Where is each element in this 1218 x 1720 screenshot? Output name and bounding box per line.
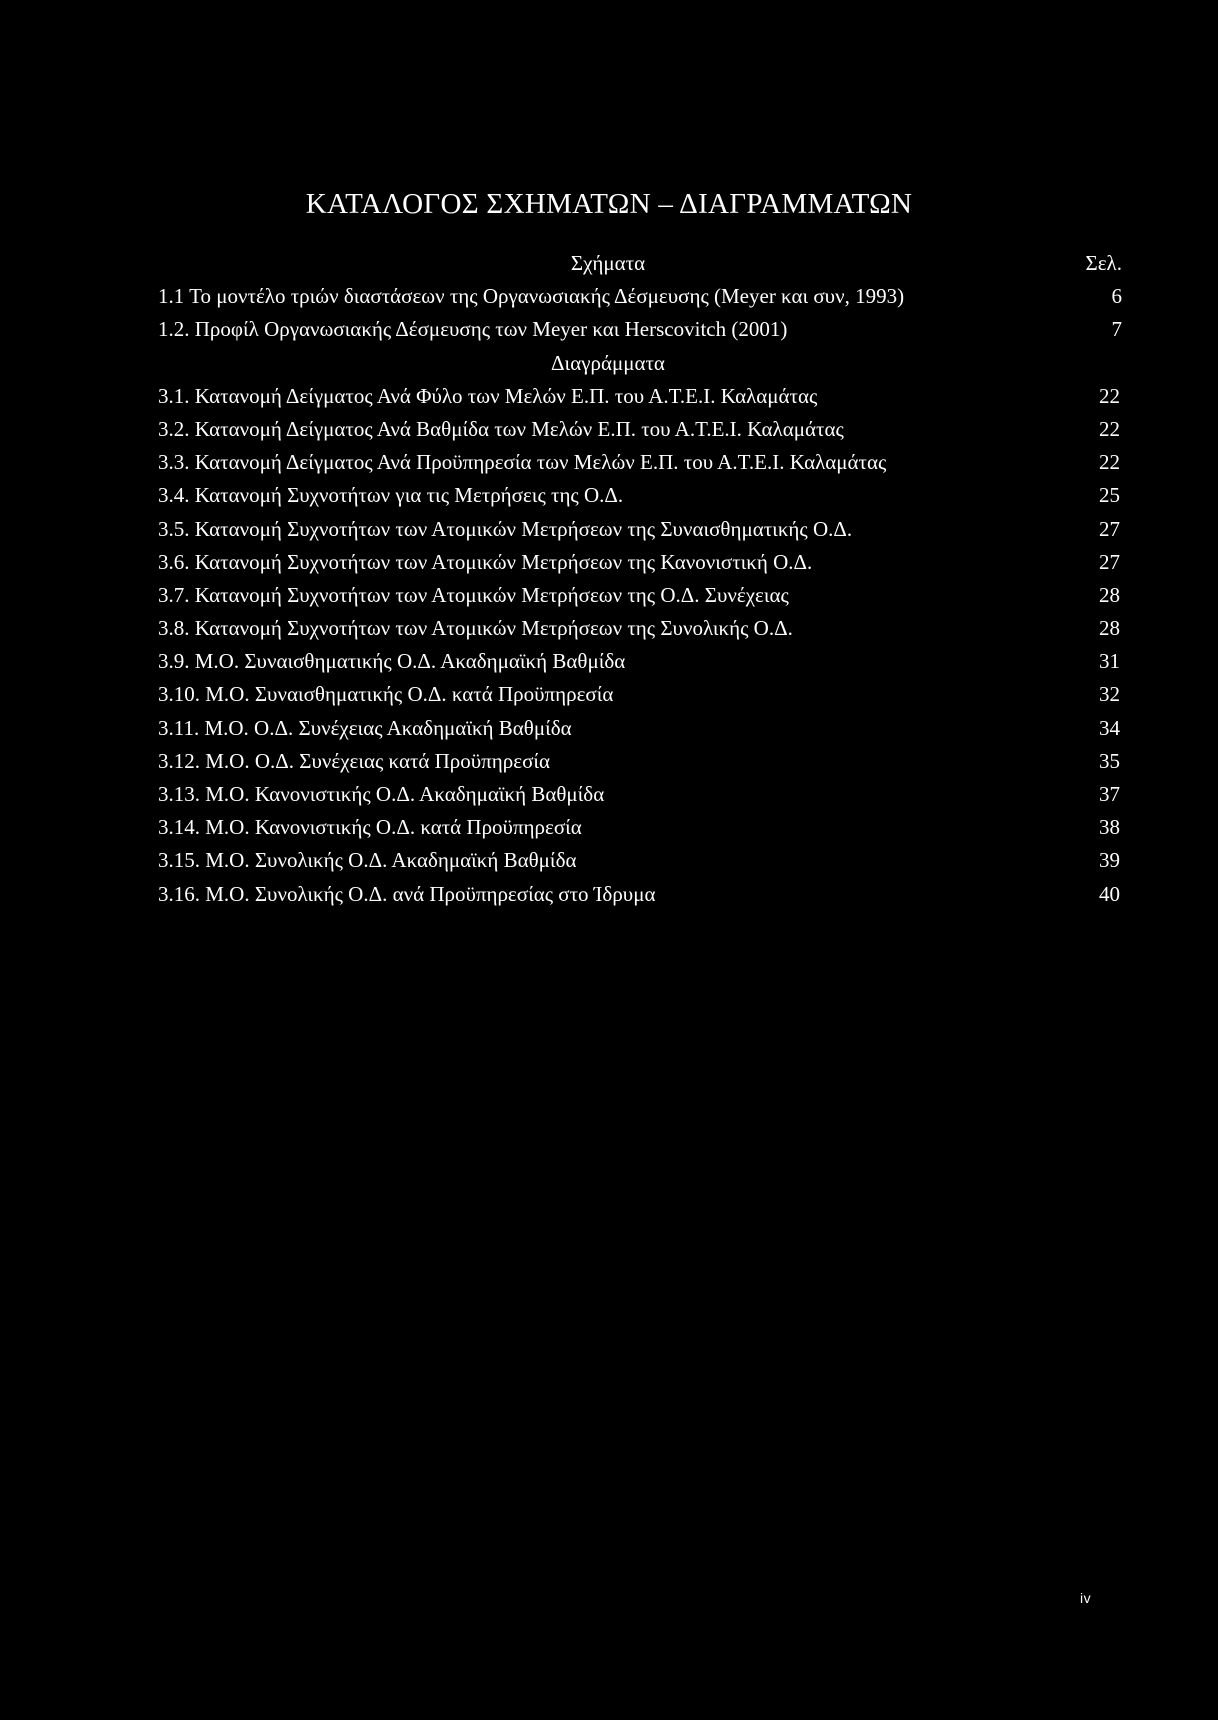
toc-entry-label: 3.11. Μ.Ο. Ο.Δ. Συνέχειας Ακαδημαϊκή Βαθμίδα [158,715,572,740]
toc-entry-page: 28 [1099,582,1120,607]
toc-entry-label: 3.12. Μ.Ο. Ο.Δ. Συνέχειας κατά Προϋπηρεσία [158,748,551,773]
toc-entry-label: 3.5. Κατανομή Συχνοτήτων των Ατομικών Μετρήσεων της Συναισθηματικής Ο.Δ. [158,516,853,541]
toc-entry-label: 3.4. Κατανομή Συχνοτήτων για τις Μετρήσεις της Ο.Δ. [158,483,624,508]
toc-entry-page: 22 [1099,383,1120,408]
page-title: ΚΑΤΑΛΟΓΟΣ ΣΧΗΜΑΤΩΝ – ΔΙΑΓΡΑΜΜΑΤΩΝ [305,188,913,220]
page-column-heading: Σελ. [1085,251,1122,275]
toc-entry-page: 22 [1099,416,1120,441]
toc-entry[interactable] [158,778,1122,811]
toc-entry[interactable] [158,712,1122,745]
toc-entry[interactable] [158,513,1122,546]
toc-entry-label: 1.2. Προφίλ Οργανωσιακής Δέσμευσης των Meyer και Herscovitch (2001) [158,317,788,342]
toc-entry[interactable] [158,413,1122,446]
toc-entry-label: 3.6. Κατανομή Συχνοτήτων των Ατομικών Μετρήσεων της Κανονιστική Ο.Δ. [158,549,813,574]
toc-entry-page: 27 [1099,516,1120,541]
page-number: iv [1080,1590,1092,1606]
toc-entry[interactable] [158,878,1122,911]
toc-entry-label: 3.8. Κατανομή Συχνοτήτων των Ατομικών Μετρήσεων της Συνολικής Ο.Δ. [158,616,793,641]
toc-entry-page: 37 [1099,782,1120,806]
toc-entry-page: 40 [1099,881,1120,906]
toc-entry-label: 3.9. Μ.Ο. Συναισθηματικής Ο.Δ. Ακαδημαϊκή Βαθμίδα [158,649,626,674]
toc-entry[interactable] [158,678,1122,711]
toc-entry-page: 38 [1099,815,1120,840]
section-heading-label: Διαγράμματα [551,350,665,375]
section-heading-label: Σχήματα [570,251,646,275]
toc-entry-label: 3.15. Μ.Ο. Συνολικής Ο.Δ. Ακαδημαϊκή Βαθμίδα [158,848,577,873]
toc-entry-label: 3.1. Κατανομή Δείγματος Ανά Φύλο των Μελών Ε.Π. του Α.Τ.Ε.Ι. Καλαμάτας [158,383,818,408]
toc-entry-page: 32 [1099,682,1120,707]
toc-entry-page: 7 [1111,317,1122,342]
toc-entry[interactable] [158,380,1122,413]
toc-entry[interactable] [158,280,1122,313]
toc-entry[interactable] [158,446,1122,479]
toc-entry[interactable] [158,745,1122,778]
section-heading-diagrams [158,347,1122,380]
toc-entry-page: 31 [1099,649,1120,674]
toc-entry-page: 39 [1099,848,1120,873]
toc-entry[interactable] [158,579,1122,612]
section-heading-figures [158,247,1122,280]
toc-entry-label: 3.7. Κατανομή Συχνοτήτων των Ατομικών Μετρήσεων της Ο.Δ. Συνέχειας [158,582,789,607]
toc-entry[interactable] [158,313,1122,346]
toc-entry[interactable] [158,546,1122,579]
toc-entry-label: 3.13. Μ.Ο. Κανονιστικής Ο.Δ. Ακαδημαϊκή Βαθμίδα [158,782,605,806]
toc-entry-label: 3.3. Κατανομή Δείγματος Ανά Προϋπηρεσία των Μελών Ε.Π. του Α.Τ.Ε.Ι. Καλαμάτας [158,450,887,475]
toc-entry-page: 6 [1111,284,1122,309]
toc-entry-page: 22 [1099,450,1120,475]
toc-entry-page: 28 [1099,616,1120,641]
toc-entry-label: 3.10. Μ.Ο. Συναισθηματικής Ο.Δ. κατά Προϋπηρεσία [158,682,614,707]
table-of-figures [158,247,1122,911]
toc-entry-page: 35 [1099,748,1120,773]
toc-entry-label: 3.14. Μ.Ο. Κανονιστικής Ο.Δ. κατά Προϋπηρεσία [158,815,582,840]
toc-entry-label: 1.1 Το μοντέλο τριών διαστάσεων της Οργανωσιακής Δέσμευσης (Meyer και συν, 1993) [158,284,905,309]
toc-entry[interactable] [158,645,1122,678]
toc-entry-label: 3.16. Μ.Ο. Συνολικής Ο.Δ. ανά Προϋπηρεσίας στο Ίδρυμα [158,881,656,906]
toc-entry[interactable] [158,479,1122,512]
toc-entry-page: 27 [1099,549,1120,574]
toc-entry-label: 3.2. Κατανομή Δείγματος Ανά Βαθμίδα των Μελών Ε.Π. του Α.Τ.Ε.Ι. Καλαμάτας [158,416,844,441]
toc-entry-page: 34 [1099,715,1120,740]
toc-entry-page: 25 [1099,483,1120,508]
toc-entry[interactable] [158,612,1122,645]
toc-entry[interactable] [158,844,1122,877]
toc-entry[interactable] [158,811,1122,844]
